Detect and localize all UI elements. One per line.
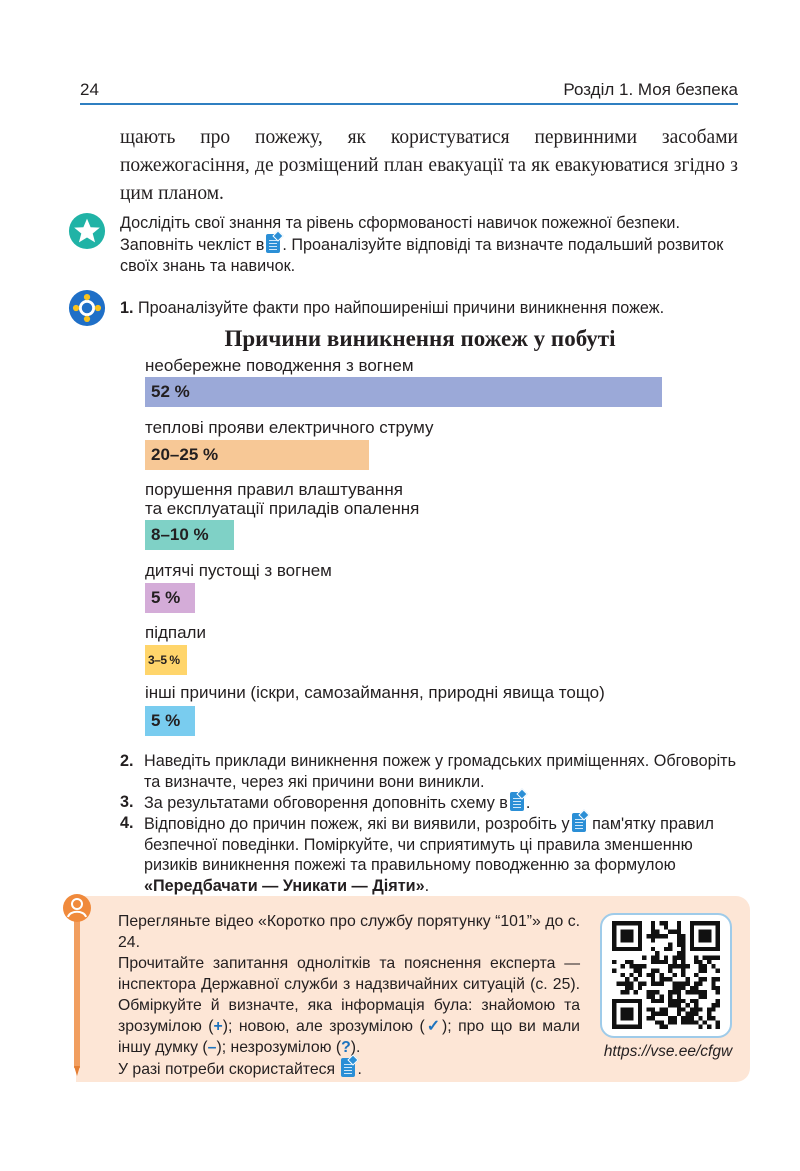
self-check-text-part2: . Проаналізуйте відповіді та визначте подальший розвиток своїх знань та навичок.: [120, 236, 724, 275]
check-symbol: ✓: [424, 1018, 443, 1035]
task-4: [120, 813, 738, 896]
task-1-number: 1.: [120, 299, 134, 317]
info-line-2: Прочитайте запитання однолітків та пояснення експерта — інспектора Державної служби з надзвичайних ситуацій (с. 25). Обміркуйте й визначте, яка інформація була: знайомою та зрозумілою (: [118, 955, 580, 1035]
question-symbol: ?: [341, 1039, 351, 1056]
chart-category-label: інші причини (іскри, самозаймання, природні явища тощо): [145, 683, 605, 702]
self-check-text: [120, 213, 740, 277]
task-4-text-part2: пам'ятку правил безпечної поведінки. Поміркуйте, чи сприятимуть ці правила зменшенню ризиків виникнення пожежі та правильному поводженню за формулою: [144, 815, 714, 874]
task-3-text: За результатами обговорення доповніть схему в: [144, 794, 508, 812]
task-2-number: 2.: [120, 752, 134, 770]
chart-bar: [145, 377, 662, 407]
info-end: .: [357, 1061, 362, 1078]
task-4-end: .: [424, 876, 430, 895]
info-line-3: У разі потреби скористайтеся: [118, 1061, 336, 1078]
section-title: Розділ 1. Моя безпека: [563, 80, 738, 99]
clipboard-icon[interactable]: [341, 1058, 355, 1077]
pencil-tip: [74, 1066, 80, 1076]
chart-value-label: 5 %: [151, 711, 181, 730]
info-mid-4: ).: [350, 1039, 361, 1056]
chart-bar: [145, 706, 195, 736]
info-mid-1: ); новою, але зрозумілою (: [222, 1018, 425, 1035]
info-line-1: Перегляньте відео «Коротко про службу порятунку “101”» до с. 24.: [118, 913, 580, 951]
task-1: [120, 298, 740, 318]
chart-bar: [145, 583, 195, 613]
chart-value-label: 3–5 %: [148, 653, 180, 667]
self-check-text-part1: Дослідіть свої знання та рівень сформованості навичок пожежної безпеки. Заповніть чекліст в: [120, 214, 680, 254]
clipboard-icon[interactable]: [572, 813, 586, 832]
page-number: 24: [80, 80, 99, 99]
header-rule: [80, 103, 738, 105]
clipboard-icon[interactable]: [266, 234, 280, 253]
task-4-number: 4.: [120, 814, 134, 832]
qr-code-icon[interactable]: [612, 921, 720, 1029]
pencil-decoration: [74, 918, 80, 1068]
task-3-end: .: [525, 794, 531, 812]
task-3: [120, 792, 738, 814]
plus-symbol: +: [213, 1018, 223, 1035]
chart-category-label: підпали: [145, 623, 206, 642]
qr-link[interactable]: https://vse.ee/cfgw: [603, 1043, 733, 1060]
task-1-text: Проаналізуйте факти про найпоширеніші причини виникнення пожеж.: [138, 299, 665, 317]
chart-title: Причини виникнення пожеж у побуті: [224, 326, 616, 351]
person-icon: [62, 893, 92, 923]
chart-category-label: необережне поводження з вогнем: [145, 356, 414, 375]
chart-bar: [145, 520, 234, 550]
chart-bar: [145, 440, 369, 470]
intro-paragraph: щають про пожежу, як користуватися первинними засобами пожежогасіння, де розміщений план евакуації та як евакуюватися згідно з цим планом.: [120, 127, 738, 204]
task-2: [120, 751, 738, 792]
chart-category-label: теплові прояви електричного струму: [145, 418, 434, 437]
star-icon: [68, 212, 106, 250]
task-4-formula: «Передбачати — Уникати — Діяти»: [144, 876, 425, 895]
chart-bar: [145, 645, 187, 675]
clipboard-icon[interactable]: [510, 792, 524, 811]
info-text: [118, 911, 580, 1080]
task-4-text-part1: Відповідно до причин пожеж, які ви виявили, розробіть у: [144, 815, 570, 833]
minus-symbol: –: [207, 1039, 217, 1056]
chart-value-label: 5 %: [151, 588, 181, 607]
info-mid-2: ); про що ви мали іншу думку (: [118, 1018, 580, 1056]
chart-category-label: дитячі пустощі з вогнем: [145, 561, 332, 580]
chart-value-label: 8–10 %: [151, 525, 209, 544]
task-3-number: 3.: [120, 793, 134, 811]
info-mid-3: ); незрозумілою (: [216, 1039, 342, 1056]
chart-value-label: 20–25 %: [151, 445, 219, 464]
task-2-text: Наведіть приклади виникнення пожеж у громадських приміщеннях. Обговоріть та визначте, через які причини вони виникли.: [144, 752, 737, 791]
chart-value-label: 52 %: [151, 382, 190, 401]
chart-category-label: порушення правил влаштування та експлуатації приладів опалення: [145, 480, 420, 518]
team-icon: [68, 289, 106, 327]
